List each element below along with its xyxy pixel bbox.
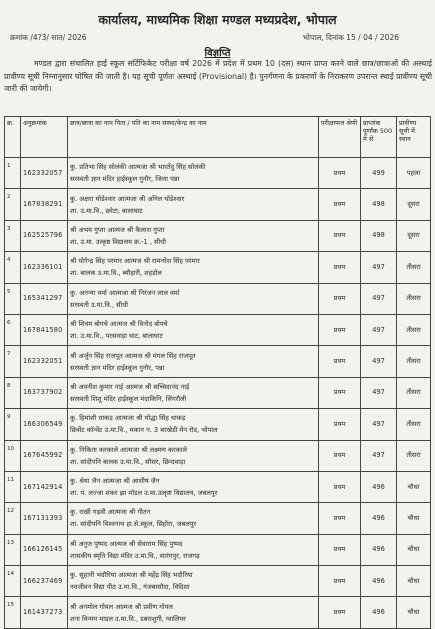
row-serial: 4 [5,252,21,283]
row-marks: 498 [361,189,397,220]
row-rank: चौथा [397,503,431,534]
row-name-school [68,566,319,597]
school-name: शा. उ.मा. उत्कृष्ठ विद्यालय क्र.-1 , सीधी [70,237,166,246]
row-rank: तीसरा [397,314,431,345]
student-parent-name: श्री शिवम बोपचे आत्मज श्री विनोद बोपचे [70,320,168,329]
row-name-school [68,346,319,377]
header-rank: प्रावीण्य सूची में स्थान [397,117,431,158]
row-marks: 496 [361,503,397,534]
row-roll-number: 167131393 [21,503,68,534]
row-roll-number: 163737902 [21,377,68,408]
row-name-school [68,220,319,251]
row-roll-number: 162525796 [21,220,68,251]
row-roll-number: 162332057 [21,158,68,189]
row-name-school [68,252,319,283]
table-row [5,409,431,440]
row-roll-number: 167142914 [21,471,68,502]
row-name-school [68,534,319,565]
row-name-school [68,283,319,314]
row-name-school [68,409,319,440]
table-row [5,440,431,471]
school-name: क्रिसेंट कॉन्वेंट उ.मा.वि., मकान न. 3 बरखेडी मेन रोड, भोपाल [70,426,218,435]
school-name: नवजीवन विद्या पीठ उ.मा.वि., गंजबासौदा, विदिशा [70,583,190,592]
row-marks: 498 [361,220,397,251]
student-parent-name: श्री अर्जुन सिंह राजपूत आत्मज श्री मंगल सिंह राजपूत [70,351,196,360]
table-row [5,503,431,534]
row-rank: चौथा [397,566,431,597]
table-row [5,534,431,565]
student-parent-name: श्री अभय गुप्ता आत्मज श्री कैलाश गुप्ता [70,225,165,234]
row-serial: 9 [5,409,21,440]
row-name-school [68,189,319,220]
table-row [5,158,431,189]
row-rank: पहला [397,158,431,189]
row-name-school [68,503,319,534]
row-name-school [68,314,319,345]
row-name-school [68,440,319,471]
row-serial: 6 [5,314,21,345]
row-marks: 497 [361,314,397,345]
row-marks: 496 [361,534,397,565]
table-row [5,220,431,251]
row-serial: 12 [5,503,21,534]
table-row [5,566,431,597]
row-marks: 497 [361,346,397,377]
row-division: प्रथम [319,252,361,283]
row-serial: 3 [5,220,21,251]
school-name: शा. सांदीपनि बालक उ.मा.वि., सौसर, छिन्दवाड़ा [70,457,186,466]
header-marks: प्राप्तांक पूर्णांक 500 में से [361,117,397,158]
row-serial: 14 [5,566,21,597]
row-marks: 496 [361,597,397,628]
student-parent-name: कु. अक्षरा घोडेश्वार आत्मजा श्री अनिल घोडेश्वार [70,194,185,203]
row-division: प्रथम [319,377,361,408]
school-name: शासकीय स्मृति विद्या मंदिर उ.मा.वि., सारंगपुर, राजगढ़ [70,551,200,560]
row-division: प्रथम [319,566,361,597]
table-row [5,252,431,283]
student-parent-name: कु. सुहानी भदौरिया आत्मजा श्री महेंद्र सिंह भदौरिया [70,571,193,580]
student-parent-name: श्री अनमोल गोयल आत्मज श्री प्रवीण गोयल [70,602,173,611]
row-division: प्रथम [319,503,361,534]
row-roll-number: 165341297 [21,283,68,314]
row-rank: तीसरा [397,346,431,377]
row-roll-number: 167838291 [21,189,68,220]
row-division: प्रथम [319,440,361,471]
row-roll-number: 162332051 [21,346,68,377]
row-rank: तीसरा [397,409,431,440]
row-serial: 8 [5,377,21,408]
row-serial: 11 [5,471,21,502]
office-heading: कार्यालय, माध्यमिक शिक्षा मण्डल मध्यप्रदेश, भोपाल [98,12,337,27]
school-name: शा. बालक उ.मा.वि., ब्यौहारी, शहडोल [70,269,162,278]
student-parent-name: श्री अनुज पुष्पद आत्मज श्री सेवाराम सिंह पुष्पद [70,539,183,548]
row-rank: तीसरा [397,440,431,471]
table-row [5,346,431,377]
student-parent-name: कु. हिमांशी धाकड़ आत्मजा श्री योद्धा सिंह धाकड़ [70,414,186,423]
issue-date: भोपाल, दिनांक 15 / 04 / 2026 [302,33,399,42]
row-marks: 497 [361,283,397,314]
table-row [5,597,431,628]
table-row [5,471,431,502]
row-roll-number: 166306549 [21,409,68,440]
row-rank: चौथा [397,534,431,565]
row-roll-number: 167645992 [21,440,68,471]
row-roll-number: 166237469 [21,566,68,597]
row-marks: 497 [361,440,397,471]
row-division: प्रथम [319,189,361,220]
row-marks: 497 [361,252,397,283]
table-row [5,377,431,408]
row-serial: 13 [5,534,21,565]
notice-intro: मण्डल द्वारा संचालित हाई स्कूल सर्टिफिकेट परीक्षा वर्ष 2026 में प्रदेश में प्रथम 10 (दस) स्थान प्राप्त करने वाले छात्र/छात्राओं की अस्थाई प्रावीण्य सूची निम्नानुसार घोषित की जाती है। यह सूची पूर्णतः अस्थाई (Provisional) है। पुनर्गणना के प्रकरणों के निराकरण उपरान्त स्थाई प्रावीण्य सूची जारी की जायेगी। [4,59,432,93]
row-name-school [68,158,319,189]
notice-title: विज्ञप्ति [204,48,231,59]
student-parent-name: कु. राखी गढ़वी आत्मजा श्री गीतन [70,508,151,517]
row-rank: दूसरा [397,220,431,251]
row-rank: चौथा [397,597,431,628]
school-name: शा. सांदीपनि विश्वनाथ हा.से.स्कूल, सिहोरा, जबलपुर [70,520,197,529]
row-rank: चौथा [397,471,431,502]
row-division: प्रथम [319,534,361,565]
school-name: सरस्वती ज्ञान मंदिर हाईस्कूल गुनौर, पन्ना [70,363,165,372]
row-marks: 496 [361,566,397,597]
school-name: शा. पं. लज्जा शंकर झा मॉडल उ.मा.उत्कृष्ट विद्यालय, जबलपुर [70,489,218,498]
row-marks: 496 [361,471,397,502]
table-header-row [5,117,431,158]
row-division: प्रथम [319,283,361,314]
header-division: परीक्षाफल श्रेणी [319,117,361,158]
row-roll-number: 167841580 [21,314,68,345]
row-serial: 1 [5,158,21,189]
row-division: प्रथम [319,597,361,628]
row-division: प्रथम [319,471,361,502]
student-parent-name: कु. निकिता करकाले आत्मजा श्री लक्ष्मण करकाले [70,445,187,454]
table-row [5,189,431,220]
reference-number: क्रमांक /4?3/ सात/ 2026 [10,33,87,42]
student-parent-name: कु. प्रतिभा सिंह सोलंकी आत्मजा श्री भारतेंदु सिंह सोलंकी [70,163,206,172]
school-name: शना विन्मय माडल उ.मा.वि., डबराशुगी, ग्वालियर [70,614,186,623]
row-serial: 5 [5,283,21,314]
row-roll-number: 166126145 [21,534,68,565]
row-division: प्रथम [319,158,361,189]
row-rank: तीसरा [397,283,431,314]
table-row [5,314,431,345]
student-parent-name: कु. अनन्या वर्मा आत्मजा श्री निरंजन लाल वर्मा [70,288,180,297]
row-name-school [68,377,319,408]
row-division: प्रथम [319,409,361,440]
header-name-school: छात्र/छात्रा का नाम पिता / पति का नाम संस्था/केन्द्र का नाम [68,117,319,158]
row-division: प्रथम [319,346,361,377]
row-marks: 499 [361,158,397,189]
merit-list-table [4,116,431,629]
row-marks: 497 [361,409,397,440]
student-parent-name: श्री अवनीश कुमार नाई आत्मज श्री सच्चिदानंद नाई [70,382,190,391]
school-name: सरस्वती शिशु मंदिर हाईस्कूल मंदाकिनि, सिंगरौली [70,394,187,403]
row-serial: 2 [5,189,21,220]
row-rank: तीसरा [397,252,431,283]
row-roll-number: 162336101 [21,252,68,283]
student-parent-name: श्री योगेन्द्र सिंह परमार आत्मज श्री रामनरेश सिंह परमार [70,257,200,266]
school-name: सरस्वती ज्ञान मंदिर हाईस्कूल गुनौर, जिला पन्ना [70,175,180,184]
header-roll-number: अनुक्रमांक [21,117,68,158]
row-name-school [68,597,319,628]
row-roll-number: 161437273 [21,597,68,628]
row-serial: 10 [5,440,21,471]
row-division: प्रथम [319,314,361,345]
row-serial: 15 [5,597,21,628]
row-marks: 497 [361,377,397,408]
school-name: सरस्वती उ.मा.वि., सीधी [70,300,128,309]
row-rank: तीसरा [397,377,431,408]
row-division: प्रथम [319,220,361,251]
row-rank: दूसरा [397,189,431,220]
student-parent-name: कु. श्रेया जैन आत्मजा श्री आशीष जैन [70,477,160,486]
header-serial: क्र. [5,117,21,158]
school-name: शा. उ.मा.वि., छरेटा, बालाघाट [70,206,143,215]
row-serial: 7 [5,346,21,377]
table-row [5,283,431,314]
row-name-school [68,471,319,502]
school-name: शा. उ.मा.वि., परसवाड़ा घाट, बालाघाट [70,332,163,341]
